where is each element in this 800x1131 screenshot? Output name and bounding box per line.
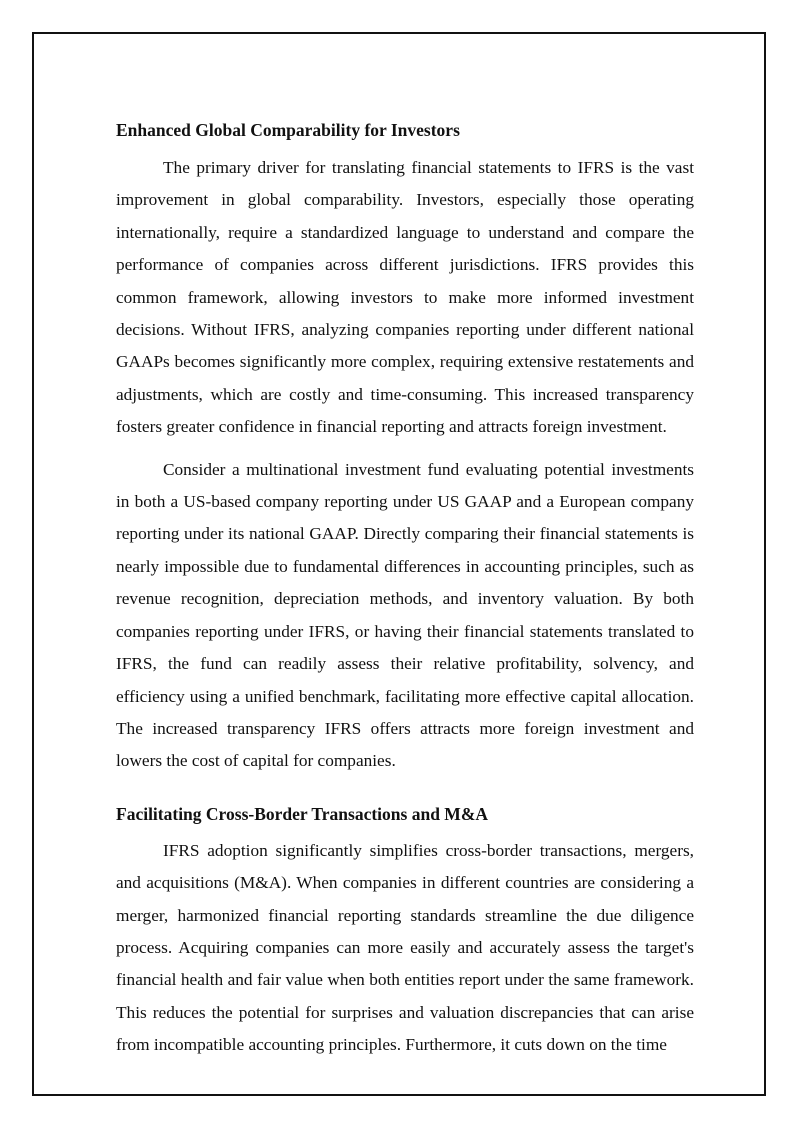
paragraph-comparability-2: Consider a multinational investment fund evaluating potential investments in both a US-based company reporting under US GAAP and a European company reporting under its national GAAP. Directly comparing their financial statements is nearly impossible due to fundamental differences in accounting principles, such as revenue recognition, depreciation methods, and inventory valuation. By both companies reporting under IFRS, or having their financial statements translated to IFRS, the fund can readily assess their relative profitability, solvency, and efficiency using a unified benchmark, facilitating more effective capital allocation. The increased transparency IFRS offers attracts more foreign investment and lowers the cost of capital for companies. (116, 459, 694, 771)
paragraph-comparability-1: The primary driver for translating financial statements to IFRS is the vast improvement in global comparability. Investors, especially those operating internationally, require a standardized language to understand and compare the performance of companies across different jurisdictions. IFRS provides this common framework, allowing investors to make more informed investment decisions. Without IFRS, analyzing companies reporting under different national GAAPs becomes significantly more complex, requiring extensive restatements and adjustments, which are costly and time-consuming. This increased transparency fosters greater confidence in financial reporting and attracts foreign investment. (116, 158, 694, 437)
section-heading-comparability: Enhanced Global Comparability for Investors (116, 120, 460, 140)
page-frame (32, 32, 766, 1096)
section-heading-cross-border: Facilitating Cross-Border Transactions and M&A (116, 803, 489, 824)
paragraph-cross-border-1: IFRS adoption significantly simplifies cross-border transactions, mergers, and acquisitions (M&A). When companies in different countries are considering a merger, harmonized financial reporting standards streamline the due diligence process. Acquiring companies can more easily and accurately assess the target's financial health and fair value when both entities report under the same framework. This reduces the potential for surprises and valuation discrepancies that can arise from incompatible accounting principles. Furthermore, it cuts down on the time (116, 840, 694, 1055)
document-body (116, 104, 694, 1062)
